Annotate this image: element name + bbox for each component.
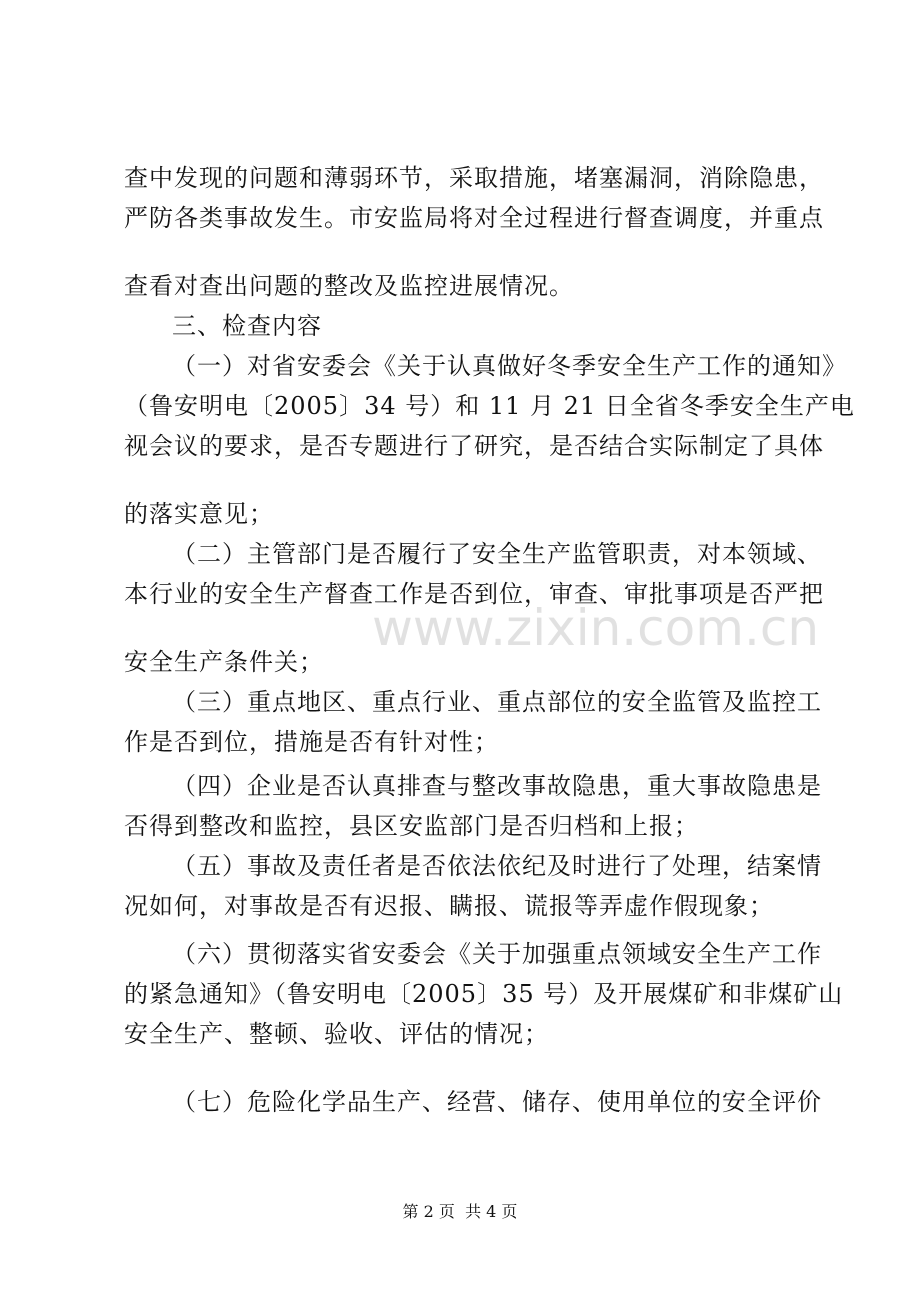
- text-line: （一）对省安委会《关于认真做好冬季安全生产工作的通知》: [172, 352, 847, 380]
- text-line: 安全生产条件关；: [124, 648, 324, 676]
- text-line: 查中发现的问题和薄弱环节，采取措施，堵塞漏洞，消除隐患，: [124, 164, 824, 192]
- text-line: 的落实意见；: [124, 500, 274, 528]
- text-line: 本行业的安全生产督查工作是否到位，审查、审批事项是否严把: [124, 580, 824, 608]
- text-line: 的紧急通知》（鲁安明电〔2005〕35 号）及开展煤矿和非煤矿山: [124, 980, 844, 1008]
- text-line: （三）重点地区、重点行业、重点部位的安全监管及监控工: [172, 688, 822, 716]
- text-line: 况如何，对事故是否有迟报、瞒报、谎报等弄虚作假现象；: [124, 892, 774, 920]
- text-line: （五）事故及责任者是否依法依纪及时进行了处理，结案情: [172, 852, 822, 880]
- watermark: www.zixin.com.cn: [372, 599, 820, 657]
- text-line: 作是否到位，措施是否有针对性；: [124, 728, 499, 756]
- text-line: 视会议的要求，是否专题进行了研究，是否结合实际制定了具体: [124, 432, 824, 460]
- text-line: 否得到整改和监控，县区安监部门是否归档和上报；: [124, 812, 699, 840]
- text-line: （鲁安明电〔2005〕34 号）和 11 月 21 日全省冬季安全生产电: [124, 392, 855, 420]
- text-line: 严防各类事故发生。市安监局将对全过程进行督查调度，并重点: [124, 204, 824, 232]
- text-line: （六）贯彻落实省安委会《关于加强重点领域安全生产工作: [172, 940, 822, 968]
- text-line: （二）主管部门是否履行了安全生产监管职责，对本领域、: [172, 540, 822, 568]
- text-line: 安全生产、整顿、验收、评估的情况；: [124, 1020, 549, 1048]
- text-line: 查看对查出问题的整改及监控进展情况。: [124, 272, 574, 300]
- section-heading: 三、检查内容: [172, 312, 322, 340]
- text-line: （七）危险化学品生产、经营、储存、使用单位的安全评价: [172, 1088, 822, 1116]
- text-line: （四）企业是否认真排查与整改事故隐患，重大事故隐患是: [172, 772, 822, 800]
- page-footer: 第 2 页 共 4 页: [402, 1202, 518, 1221]
